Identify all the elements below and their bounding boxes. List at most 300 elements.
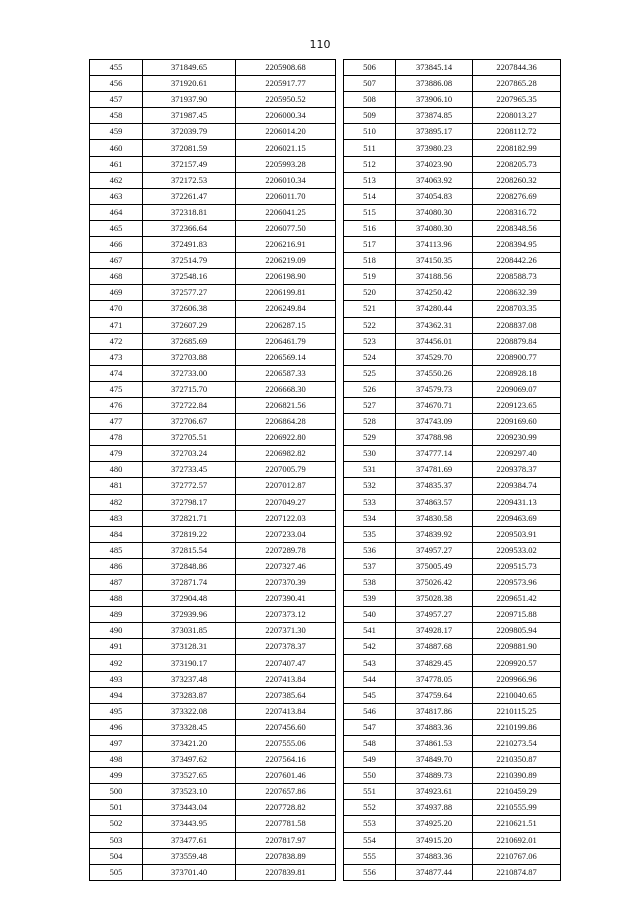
x-coordinate-cell: 372081.59 bbox=[143, 140, 236, 156]
y-coordinate-cell: 2205908.68 bbox=[236, 60, 336, 76]
table-row bbox=[344, 172, 561, 188]
x-coordinate-cell: 374080.30 bbox=[396, 220, 473, 236]
point-number-cell: 525 bbox=[344, 365, 396, 381]
x-coordinate-cell: 372815.54 bbox=[143, 542, 236, 558]
y-coordinate-cell: 2206668.30 bbox=[236, 381, 336, 397]
y-coordinate-cell: 2210767.06 bbox=[473, 848, 561, 864]
point-number-cell: 510 bbox=[344, 124, 396, 140]
table-row bbox=[344, 639, 561, 655]
point-number-cell: 486 bbox=[90, 558, 143, 574]
y-coordinate-cell: 2207378.37 bbox=[236, 639, 336, 655]
x-coordinate-cell: 373477.61 bbox=[143, 832, 236, 848]
table-row bbox=[344, 188, 561, 204]
x-coordinate-cell: 374849.70 bbox=[396, 752, 473, 768]
x-coordinate-cell: 372939.96 bbox=[143, 607, 236, 623]
y-coordinate-cell: 2207817.97 bbox=[236, 832, 336, 848]
y-coordinate-cell: 2209573.96 bbox=[473, 575, 561, 591]
point-number-cell: 504 bbox=[90, 848, 143, 864]
point-number-cell: 552 bbox=[344, 800, 396, 816]
x-coordinate-cell: 373527.65 bbox=[143, 768, 236, 784]
x-coordinate-cell: 371987.45 bbox=[143, 108, 236, 124]
table-row bbox=[344, 269, 561, 285]
y-coordinate-cell: 2209503.91 bbox=[473, 526, 561, 542]
point-number-cell: 474 bbox=[90, 365, 143, 381]
x-coordinate-cell: 374063.92 bbox=[396, 172, 473, 188]
point-number-cell: 519 bbox=[344, 269, 396, 285]
point-number-cell: 527 bbox=[344, 397, 396, 413]
y-coordinate-cell: 2206010.34 bbox=[236, 172, 336, 188]
y-coordinate-cell: 2209378.37 bbox=[473, 462, 561, 478]
x-coordinate-cell: 374579.73 bbox=[396, 381, 473, 397]
table-row bbox=[90, 526, 336, 542]
table-row bbox=[90, 397, 336, 413]
x-coordinate-cell: 372685.69 bbox=[143, 333, 236, 349]
point-number-cell: 487 bbox=[90, 575, 143, 591]
y-coordinate-cell: 2209297.40 bbox=[473, 446, 561, 462]
y-coordinate-cell: 2207373.12 bbox=[236, 607, 336, 623]
table-row bbox=[90, 60, 336, 76]
y-coordinate-cell: 2206014.20 bbox=[236, 124, 336, 140]
y-coordinate-cell: 2207564.16 bbox=[236, 752, 336, 768]
point-number-cell: 546 bbox=[344, 703, 396, 719]
y-coordinate-cell: 2210555.99 bbox=[473, 800, 561, 816]
y-coordinate-cell: 2210199.86 bbox=[473, 719, 561, 735]
table-row bbox=[90, 816, 336, 832]
point-number-cell: 455 bbox=[90, 60, 143, 76]
y-coordinate-cell: 2207413.84 bbox=[236, 671, 336, 687]
y-coordinate-cell: 2207844.36 bbox=[473, 60, 561, 76]
table-row bbox=[344, 687, 561, 703]
y-coordinate-cell: 2207555.06 bbox=[236, 735, 336, 751]
point-number-cell: 491 bbox=[90, 639, 143, 655]
x-coordinate-cell: 374863.57 bbox=[396, 494, 473, 510]
y-coordinate-cell: 2209123.65 bbox=[473, 397, 561, 413]
point-number-cell: 490 bbox=[90, 623, 143, 639]
table-row bbox=[344, 607, 561, 623]
y-coordinate-cell: 2208900.77 bbox=[473, 349, 561, 365]
y-coordinate-cell: 2207122.03 bbox=[236, 510, 336, 526]
table-row bbox=[90, 188, 336, 204]
y-coordinate-cell: 2209515.73 bbox=[473, 558, 561, 574]
table-row bbox=[344, 108, 561, 124]
x-coordinate-cell: 373190.17 bbox=[143, 655, 236, 671]
point-number-cell: 502 bbox=[90, 816, 143, 832]
point-number-cell: 492 bbox=[90, 655, 143, 671]
table-row bbox=[344, 735, 561, 751]
table-row bbox=[90, 172, 336, 188]
point-number-cell: 538 bbox=[344, 575, 396, 591]
table-row bbox=[90, 591, 336, 607]
y-coordinate-cell: 2209920.57 bbox=[473, 655, 561, 671]
x-coordinate-cell: 371937.90 bbox=[143, 92, 236, 108]
table-row bbox=[344, 446, 561, 462]
point-number-cell: 466 bbox=[90, 237, 143, 253]
x-coordinate-cell: 373886.08 bbox=[396, 76, 473, 92]
x-coordinate-cell: 373322.08 bbox=[143, 703, 236, 719]
y-coordinate-cell: 2208703.35 bbox=[473, 301, 561, 317]
y-coordinate-cell: 2208879.84 bbox=[473, 333, 561, 349]
point-number-cell: 511 bbox=[344, 140, 396, 156]
point-number-cell: 512 bbox=[344, 156, 396, 172]
x-coordinate-cell: 373443.95 bbox=[143, 816, 236, 832]
point-number-cell: 457 bbox=[90, 92, 143, 108]
x-coordinate-cell: 373906.10 bbox=[396, 92, 473, 108]
point-number-cell: 478 bbox=[90, 430, 143, 446]
x-coordinate-cell: 373701.40 bbox=[143, 864, 236, 880]
table-row bbox=[90, 687, 336, 703]
table-row bbox=[344, 76, 561, 92]
y-coordinate-cell: 2206219.09 bbox=[236, 253, 336, 269]
point-number-cell: 500 bbox=[90, 784, 143, 800]
x-coordinate-cell: 373443.04 bbox=[143, 800, 236, 816]
table-row bbox=[90, 800, 336, 816]
table-row bbox=[344, 510, 561, 526]
x-coordinate-cell: 374957.27 bbox=[396, 542, 473, 558]
x-coordinate-cell: 374839.92 bbox=[396, 526, 473, 542]
point-number-cell: 548 bbox=[344, 735, 396, 751]
point-number-cell: 464 bbox=[90, 204, 143, 220]
table-row bbox=[344, 703, 561, 719]
y-coordinate-cell: 2207012.87 bbox=[236, 478, 336, 494]
table-row bbox=[90, 301, 336, 317]
table-row bbox=[90, 510, 336, 526]
point-number-cell: 528 bbox=[344, 414, 396, 430]
y-coordinate-cell: 2210874.87 bbox=[473, 864, 561, 880]
point-number-cell: 460 bbox=[90, 140, 143, 156]
y-coordinate-cell: 2210459.29 bbox=[473, 784, 561, 800]
x-coordinate-cell: 374456.01 bbox=[396, 333, 473, 349]
table-row bbox=[344, 156, 561, 172]
y-coordinate-cell: 2207601.46 bbox=[236, 768, 336, 784]
point-number-cell: 545 bbox=[344, 687, 396, 703]
x-coordinate-cell: 373497.62 bbox=[143, 752, 236, 768]
coordinates-table-left bbox=[89, 59, 336, 881]
y-coordinate-cell: 2208348.56 bbox=[473, 220, 561, 236]
point-number-cell: 485 bbox=[90, 542, 143, 558]
point-number-cell: 541 bbox=[344, 623, 396, 639]
table-row bbox=[344, 558, 561, 574]
y-coordinate-cell: 2208394.95 bbox=[473, 237, 561, 253]
x-coordinate-cell: 372733.45 bbox=[143, 462, 236, 478]
x-coordinate-cell: 374923.61 bbox=[396, 784, 473, 800]
table-row bbox=[344, 349, 561, 365]
coordinates-table-body bbox=[90, 60, 336, 881]
y-coordinate-cell: 2206461.79 bbox=[236, 333, 336, 349]
y-coordinate-cell: 2210621.51 bbox=[473, 816, 561, 832]
table-row bbox=[90, 285, 336, 301]
point-number-cell: 534 bbox=[344, 510, 396, 526]
table-row bbox=[90, 108, 336, 124]
table-row bbox=[90, 752, 336, 768]
x-coordinate-cell: 374928.17 bbox=[396, 623, 473, 639]
y-coordinate-cell: 2207049.27 bbox=[236, 494, 336, 510]
table-row bbox=[344, 92, 561, 108]
x-coordinate-cell: 372772.57 bbox=[143, 478, 236, 494]
y-coordinate-cell: 2206198.90 bbox=[236, 269, 336, 285]
x-coordinate-cell: 374887.68 bbox=[396, 639, 473, 655]
y-coordinate-cell: 2207005.79 bbox=[236, 462, 336, 478]
table-row bbox=[344, 253, 561, 269]
y-coordinate-cell: 2207390.41 bbox=[236, 591, 336, 607]
table-row bbox=[344, 752, 561, 768]
x-coordinate-cell: 373421.20 bbox=[143, 735, 236, 751]
y-coordinate-cell: 2209533.02 bbox=[473, 542, 561, 558]
x-coordinate-cell: 372706.67 bbox=[143, 414, 236, 430]
table-row bbox=[90, 237, 336, 253]
point-number-cell: 536 bbox=[344, 542, 396, 558]
y-coordinate-cell: 2207965.35 bbox=[473, 92, 561, 108]
point-number-cell: 522 bbox=[344, 317, 396, 333]
y-coordinate-cell: 2208442.26 bbox=[473, 253, 561, 269]
x-coordinate-cell: 372157.49 bbox=[143, 156, 236, 172]
y-coordinate-cell: 2206821.56 bbox=[236, 397, 336, 413]
x-coordinate-cell: 373031.85 bbox=[143, 623, 236, 639]
table-row bbox=[344, 317, 561, 333]
point-number-cell: 497 bbox=[90, 735, 143, 751]
x-coordinate-cell: 374150.35 bbox=[396, 253, 473, 269]
x-coordinate-cell: 374280.44 bbox=[396, 301, 473, 317]
point-number-cell: 470 bbox=[90, 301, 143, 317]
y-coordinate-cell: 2209651.42 bbox=[473, 591, 561, 607]
y-coordinate-cell: 2206077.50 bbox=[236, 220, 336, 236]
point-number-cell: 480 bbox=[90, 462, 143, 478]
table-row bbox=[344, 816, 561, 832]
table-row bbox=[90, 639, 336, 655]
y-coordinate-cell: 2207839.81 bbox=[236, 864, 336, 880]
y-coordinate-cell: 2209384.74 bbox=[473, 478, 561, 494]
table-row bbox=[90, 848, 336, 864]
y-coordinate-cell: 2208837.08 bbox=[473, 317, 561, 333]
table-row bbox=[90, 623, 336, 639]
x-coordinate-cell: 372904.48 bbox=[143, 591, 236, 607]
table-row bbox=[90, 269, 336, 285]
table-row bbox=[90, 140, 336, 156]
point-number-cell: 459 bbox=[90, 124, 143, 140]
point-number-cell: 508 bbox=[344, 92, 396, 108]
y-coordinate-cell: 2208316.72 bbox=[473, 204, 561, 220]
table-row bbox=[344, 864, 561, 880]
point-number-cell: 551 bbox=[344, 784, 396, 800]
table-row bbox=[344, 333, 561, 349]
x-coordinate-cell: 372577.27 bbox=[143, 285, 236, 301]
table-row bbox=[344, 719, 561, 735]
point-number-cell: 501 bbox=[90, 800, 143, 816]
table-row bbox=[90, 864, 336, 880]
table-row bbox=[344, 575, 561, 591]
point-number-cell: 544 bbox=[344, 671, 396, 687]
point-number-cell: 523 bbox=[344, 333, 396, 349]
point-number-cell: 461 bbox=[90, 156, 143, 172]
page-number: 110 bbox=[309, 38, 331, 51]
point-number-cell: 498 bbox=[90, 752, 143, 768]
y-coordinate-cell: 2206041.25 bbox=[236, 204, 336, 220]
y-coordinate-cell: 2206199.81 bbox=[236, 285, 336, 301]
point-number-cell: 458 bbox=[90, 108, 143, 124]
point-number-cell: 471 bbox=[90, 317, 143, 333]
y-coordinate-cell: 2205993.28 bbox=[236, 156, 336, 172]
y-coordinate-cell: 2207865.28 bbox=[473, 76, 561, 92]
point-number-cell: 549 bbox=[344, 752, 396, 768]
point-number-cell: 509 bbox=[344, 108, 396, 124]
y-coordinate-cell: 2207657.86 bbox=[236, 784, 336, 800]
x-coordinate-cell: 375005.49 bbox=[396, 558, 473, 574]
table-row bbox=[90, 494, 336, 510]
table-row bbox=[90, 430, 336, 446]
table-row bbox=[90, 76, 336, 92]
x-coordinate-cell: 374788.98 bbox=[396, 430, 473, 446]
table-row bbox=[90, 446, 336, 462]
point-number-cell: 515 bbox=[344, 204, 396, 220]
y-coordinate-cell: 2207327.46 bbox=[236, 558, 336, 574]
y-coordinate-cell: 2209715.88 bbox=[473, 607, 561, 623]
point-number-cell: 526 bbox=[344, 381, 396, 397]
x-coordinate-cell: 374759.64 bbox=[396, 687, 473, 703]
table-row bbox=[344, 832, 561, 848]
y-coordinate-cell: 2207456.60 bbox=[236, 719, 336, 735]
table-row bbox=[90, 253, 336, 269]
x-coordinate-cell: 372318.81 bbox=[143, 204, 236, 220]
point-number-cell: 472 bbox=[90, 333, 143, 349]
point-number-cell: 535 bbox=[344, 526, 396, 542]
y-coordinate-cell: 2207371.30 bbox=[236, 623, 336, 639]
x-coordinate-cell: 373559.48 bbox=[143, 848, 236, 864]
point-number-cell: 496 bbox=[90, 719, 143, 735]
x-coordinate-cell: 371920.61 bbox=[143, 76, 236, 92]
x-coordinate-cell: 372705.51 bbox=[143, 430, 236, 446]
x-coordinate-cell: 374777.14 bbox=[396, 446, 473, 462]
point-number-cell: 489 bbox=[90, 607, 143, 623]
y-coordinate-cell: 2206287.15 bbox=[236, 317, 336, 333]
table-row bbox=[90, 462, 336, 478]
table-row bbox=[344, 671, 561, 687]
y-coordinate-cell: 2207728.82 bbox=[236, 800, 336, 816]
point-number-cell: 488 bbox=[90, 591, 143, 607]
x-coordinate-cell: 372821.71 bbox=[143, 510, 236, 526]
y-coordinate-cell: 2206000.34 bbox=[236, 108, 336, 124]
table-row bbox=[90, 542, 336, 558]
table-row bbox=[90, 414, 336, 430]
table-row bbox=[344, 655, 561, 671]
y-coordinate-cell: 2207233.04 bbox=[236, 526, 336, 542]
y-coordinate-cell: 2206982.82 bbox=[236, 446, 336, 462]
table-row bbox=[344, 124, 561, 140]
table-row bbox=[90, 156, 336, 172]
table-row bbox=[344, 397, 561, 413]
table-row bbox=[90, 655, 336, 671]
y-coordinate-cell: 2208928.18 bbox=[473, 365, 561, 381]
table-row bbox=[344, 623, 561, 639]
table-row bbox=[90, 768, 336, 784]
y-coordinate-cell: 2208182.99 bbox=[473, 140, 561, 156]
point-number-cell: 520 bbox=[344, 285, 396, 301]
table-row bbox=[90, 204, 336, 220]
point-number-cell: 556 bbox=[344, 864, 396, 880]
y-coordinate-cell: 2210273.54 bbox=[473, 735, 561, 751]
x-coordinate-cell: 374957.27 bbox=[396, 607, 473, 623]
table-row bbox=[344, 462, 561, 478]
point-number-cell: 517 bbox=[344, 237, 396, 253]
x-coordinate-cell: 374529.70 bbox=[396, 349, 473, 365]
x-coordinate-cell: 373328.45 bbox=[143, 719, 236, 735]
y-coordinate-cell: 2206216.91 bbox=[236, 237, 336, 253]
point-number-cell: 475 bbox=[90, 381, 143, 397]
x-coordinate-cell: 374817.86 bbox=[396, 703, 473, 719]
x-coordinate-cell: 374550.26 bbox=[396, 365, 473, 381]
table-row bbox=[344, 478, 561, 494]
table-row bbox=[90, 719, 336, 735]
table-row bbox=[344, 526, 561, 542]
y-coordinate-cell: 2207370.39 bbox=[236, 575, 336, 591]
y-coordinate-cell: 2208276.69 bbox=[473, 188, 561, 204]
point-number-cell: 456 bbox=[90, 76, 143, 92]
y-coordinate-cell: 2209431.13 bbox=[473, 494, 561, 510]
y-coordinate-cell: 2208205.73 bbox=[473, 156, 561, 172]
x-coordinate-cell: 373523.10 bbox=[143, 784, 236, 800]
table-row bbox=[344, 60, 561, 76]
x-coordinate-cell: 375028.38 bbox=[396, 591, 473, 607]
x-coordinate-cell: 374835.37 bbox=[396, 478, 473, 494]
y-coordinate-cell: 2210350.87 bbox=[473, 752, 561, 768]
table-row bbox=[90, 832, 336, 848]
x-coordinate-cell: 374670.71 bbox=[396, 397, 473, 413]
point-number-cell: 524 bbox=[344, 349, 396, 365]
point-number-cell: 533 bbox=[344, 494, 396, 510]
point-number-cell: 477 bbox=[90, 414, 143, 430]
point-number-cell: 482 bbox=[90, 494, 143, 510]
point-number-cell: 469 bbox=[90, 285, 143, 301]
point-number-cell: 539 bbox=[344, 591, 396, 607]
x-coordinate-cell: 374113.96 bbox=[396, 237, 473, 253]
x-coordinate-cell: 373980.23 bbox=[396, 140, 473, 156]
point-number-cell: 553 bbox=[344, 816, 396, 832]
x-coordinate-cell: 372848.86 bbox=[143, 558, 236, 574]
x-coordinate-cell: 374080.30 bbox=[396, 204, 473, 220]
table-row bbox=[90, 703, 336, 719]
y-coordinate-cell: 2210115.25 bbox=[473, 703, 561, 719]
x-coordinate-cell: 371849.65 bbox=[143, 60, 236, 76]
point-number-cell: 543 bbox=[344, 655, 396, 671]
table-row bbox=[90, 575, 336, 591]
y-coordinate-cell: 2208112.72 bbox=[473, 124, 561, 140]
point-number-cell: 531 bbox=[344, 462, 396, 478]
x-coordinate-cell: 373874.85 bbox=[396, 108, 473, 124]
table-row bbox=[90, 478, 336, 494]
y-coordinate-cell: 2210040.65 bbox=[473, 687, 561, 703]
x-coordinate-cell: 375026.42 bbox=[396, 575, 473, 591]
y-coordinate-cell: 2205950.52 bbox=[236, 92, 336, 108]
y-coordinate-cell: 2208632.39 bbox=[473, 285, 561, 301]
table-row bbox=[344, 591, 561, 607]
x-coordinate-cell: 373283.87 bbox=[143, 687, 236, 703]
point-number-cell: 476 bbox=[90, 397, 143, 413]
table-row bbox=[90, 124, 336, 140]
point-number-cell: 465 bbox=[90, 220, 143, 236]
y-coordinate-cell: 2209463.69 bbox=[473, 510, 561, 526]
x-coordinate-cell: 372261.47 bbox=[143, 188, 236, 204]
point-number-cell: 473 bbox=[90, 349, 143, 365]
x-coordinate-cell: 374830.58 bbox=[396, 510, 473, 526]
point-number-cell: 499 bbox=[90, 768, 143, 784]
point-number-cell: 462 bbox=[90, 172, 143, 188]
y-coordinate-cell: 2206587.33 bbox=[236, 365, 336, 381]
point-number-cell: 481 bbox=[90, 478, 143, 494]
x-coordinate-cell: 373845.14 bbox=[396, 60, 473, 76]
y-coordinate-cell: 2207407.47 bbox=[236, 655, 336, 671]
point-number-cell: 483 bbox=[90, 510, 143, 526]
point-number-cell: 514 bbox=[344, 188, 396, 204]
table-row bbox=[344, 301, 561, 317]
point-number-cell: 530 bbox=[344, 446, 396, 462]
